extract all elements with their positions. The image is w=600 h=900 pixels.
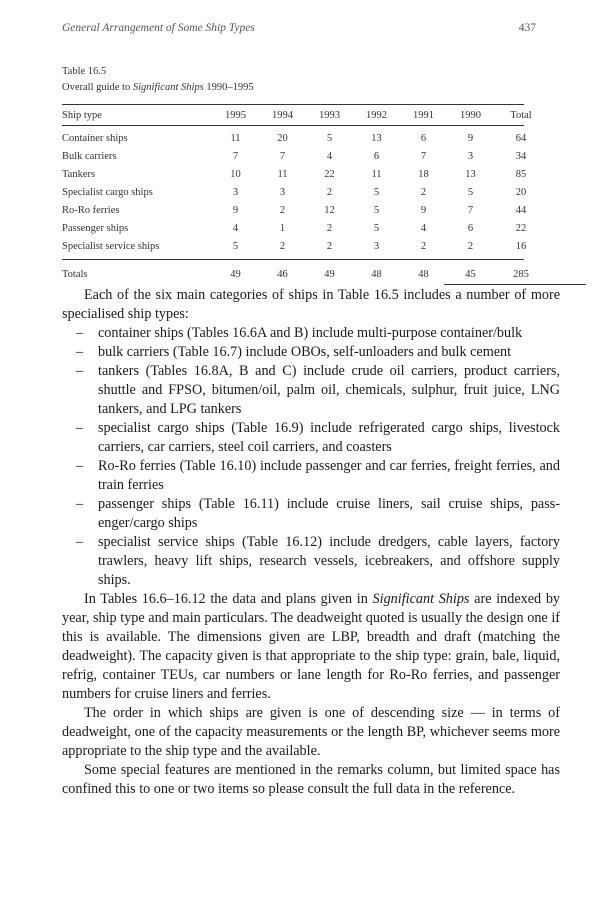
table-cell: 5 [232,240,239,252]
paragraph-remarks: Some special features are mentioned in the remarks column, but limited space has confined this to one or two items so please consult the full data in the reference. [62,762,560,797]
table-cell: 48 [418,268,429,280]
table-title [62,80,254,96]
list-item [62,324,560,343]
column-header: 1995 [225,109,246,121]
column-header: 1991 [413,109,434,121]
table-cell: 13 [465,168,476,180]
ship-type-cell: Ro-Ro ferries [62,204,120,216]
dash-bullet-icon: – [76,363,84,379]
table-cell: 11 [277,168,288,180]
table-cell: 6 [420,132,427,144]
table-cell: 2 [279,204,286,216]
table-cell: 6 [467,222,474,234]
table-cell: 34 [515,150,527,162]
table-cell: 2 [420,240,427,252]
paragraph-italic: Significant Ships [372,591,470,607]
table-cell: 12 [324,204,335,216]
table-cell: 1 [279,222,286,234]
ship-type-cell: Specialist service ships [62,240,160,252]
page-number: 437 [518,22,536,34]
column-header: 1994 [272,109,293,121]
column-header: Ship type [62,109,102,121]
table-cell: 2 [326,240,333,252]
list-item [62,457,560,495]
dash-bullet-icon: – [76,344,84,360]
table-body [62,126,527,259]
table-title-italic: Significant Ships [132,82,204,93]
table-cell: 22 [324,168,335,180]
table-cell: 11 [230,132,241,144]
table-cell: 20 [277,132,288,144]
table-cell: 64 [515,132,527,144]
table-cell: 16 [515,240,527,252]
table-row [62,183,527,201]
intro-paragraph: Each of the six main categories of ships in Table 16.5 includes a number of more specialised ship types: [62,287,560,322]
ship-type-cell: Bulk carriers [62,150,117,162]
list-item [62,533,560,590]
body-text [62,286,560,799]
table-row [62,165,527,183]
table-cell: 2 [420,186,427,198]
table-cell: 2 [279,240,286,252]
table-header-row [62,105,532,125]
table-cell: 85 [515,168,527,180]
table-cell: 49 [230,268,241,280]
table-bottom-rule [444,284,586,285]
table-row [62,237,527,255]
table-cell: 5 [373,222,380,234]
table-cell: 13 [371,132,382,144]
column-header: 1990 [460,109,481,121]
table-row [62,129,527,147]
list-item [62,362,560,419]
table-cell: 3 [373,240,380,252]
table-cell: 5 [326,132,333,144]
table-label: Table 16.5 [62,66,107,77]
ship-types-table [62,104,532,285]
table-caption [62,64,254,96]
table-cell: 11 [371,168,382,180]
table-cell: 9 [232,204,239,216]
table-cell: 22 [515,222,527,234]
table-cell: 4 [326,150,333,162]
table-cell: 4 [232,222,239,234]
paragraph-text: are indexed by year, ship type and main particulars. The deadweight quoted is usually the design one if this is available. The dimensions given are LBP, breadth and draft (matching the deadweight). The capacity given is that appropriate to the ship type: grain, bale, liquid, refrig, container TEUs, car numbers or lane length for Ro-Ro ferries, and passenger numbers for cruise liners and ferries. [62,591,561,702]
paragraph-text: In Tables 16.6–16.12 the data and plans given in [84,591,373,607]
dash-bullet-icon: – [76,325,84,341]
column-header: Total [510,109,532,121]
table-cell: 7 [467,204,474,216]
table-cell: 9 [467,132,474,144]
table-row [62,147,527,165]
ship-type-cell: Passenger ships [62,222,129,234]
list-item-text: bulk carriers (Table 16.7) include OBOs, self-unloaders and bulk cement [98,344,512,360]
dash-bullet-icon: – [76,458,84,474]
table-cell: 45 [465,268,476,280]
list-item [62,495,560,533]
table-cell: 2 [326,186,333,198]
table-cell: 2 [326,222,333,234]
table-cell: 3 [279,186,286,198]
table-title-suffix: 1990–1995 [203,82,254,93]
table-totals-row [62,264,529,284]
table-cell: 3 [232,186,239,198]
column-header: 1992 [366,109,387,121]
table-cell: 4 [420,222,427,234]
dash-bullet-icon: – [76,496,84,512]
table-cell: 5 [373,204,380,216]
ship-type-cell: Tankers [62,168,96,180]
ship-type-list [62,324,560,590]
table-cell: 46 [277,268,288,280]
dash-bullet-icon: – [76,534,84,550]
list-item [62,419,560,457]
table-row [62,219,527,237]
table-cell: 2 [467,240,474,252]
table-cell: 7 [232,150,239,162]
table-cell: 285 [513,268,529,280]
table-cell: 7 [279,150,286,162]
table-cell: 10 [230,168,241,180]
running-head [62,22,536,38]
table-cell: 48 [371,268,382,280]
ship-type-cell: Container ships [62,132,128,144]
totals-label: Totals [62,268,88,280]
table-cell: 18 [418,168,429,180]
dash-bullet-icon: – [76,420,84,436]
list-item-text: Ro-Ro ferries (Table 16.10) include passenger and car ferries, freight ferries, and train ferries [98,458,560,493]
running-title: General Arrangement of Some Ship Types [62,22,255,34]
table-cell: 9 [420,204,427,216]
list-item-text: specialist cargo ships (Table 16.9) include refrigerated cargo ships, livestock carriers, car carriers, steel coil carriers, and coasters [98,420,560,455]
table-cell: 44 [515,204,527,216]
table-cell: 49 [324,268,335,280]
table-body-rule [62,259,524,260]
paragraph-order: The order in which ships are given is one of descending size — in terms of deadweight, one of the capacity measurements or the length BP, whichever seems more appropriate to the ship type and the available. [62,705,560,759]
list-item-text: specialist service ships (Table 16.12) include dredgers, cable layers, factory trawlers, heavy lift ships, research vessels, icebreakers, and offshore supply ships. [98,534,560,588]
list-item-text: passenger ships (Table 16.11) include cruise liners, sail cruise ships, pass-enger/cargo ships [98,496,560,531]
list-item-text: tankers (Tables 16.8A, B and C) include crude oil carriers, product carriers, shuttle and FPSO, bitumen/oil, palm oil, chemicals, sulphur, fruit juice, LNG tankers, and LPG tankers [98,363,560,417]
list-item-text: container ships (Tables 16.6A and B) include multi-purpose container/bulk [98,325,523,341]
table-row [62,201,527,219]
paragraph-indexing [62,590,560,704]
list-item [62,343,560,362]
column-header: 1993 [319,109,340,121]
table-cell: 3 [467,150,474,162]
table-cell: 7 [420,150,427,162]
table-cell: 20 [515,186,527,198]
ship-type-cell: Specialist cargo ships [62,186,153,198]
table-cell: 5 [467,186,474,198]
table-title-prefix: Overall guide to [62,82,133,93]
table-cell: 6 [373,150,380,162]
table-cell: 5 [373,186,380,198]
